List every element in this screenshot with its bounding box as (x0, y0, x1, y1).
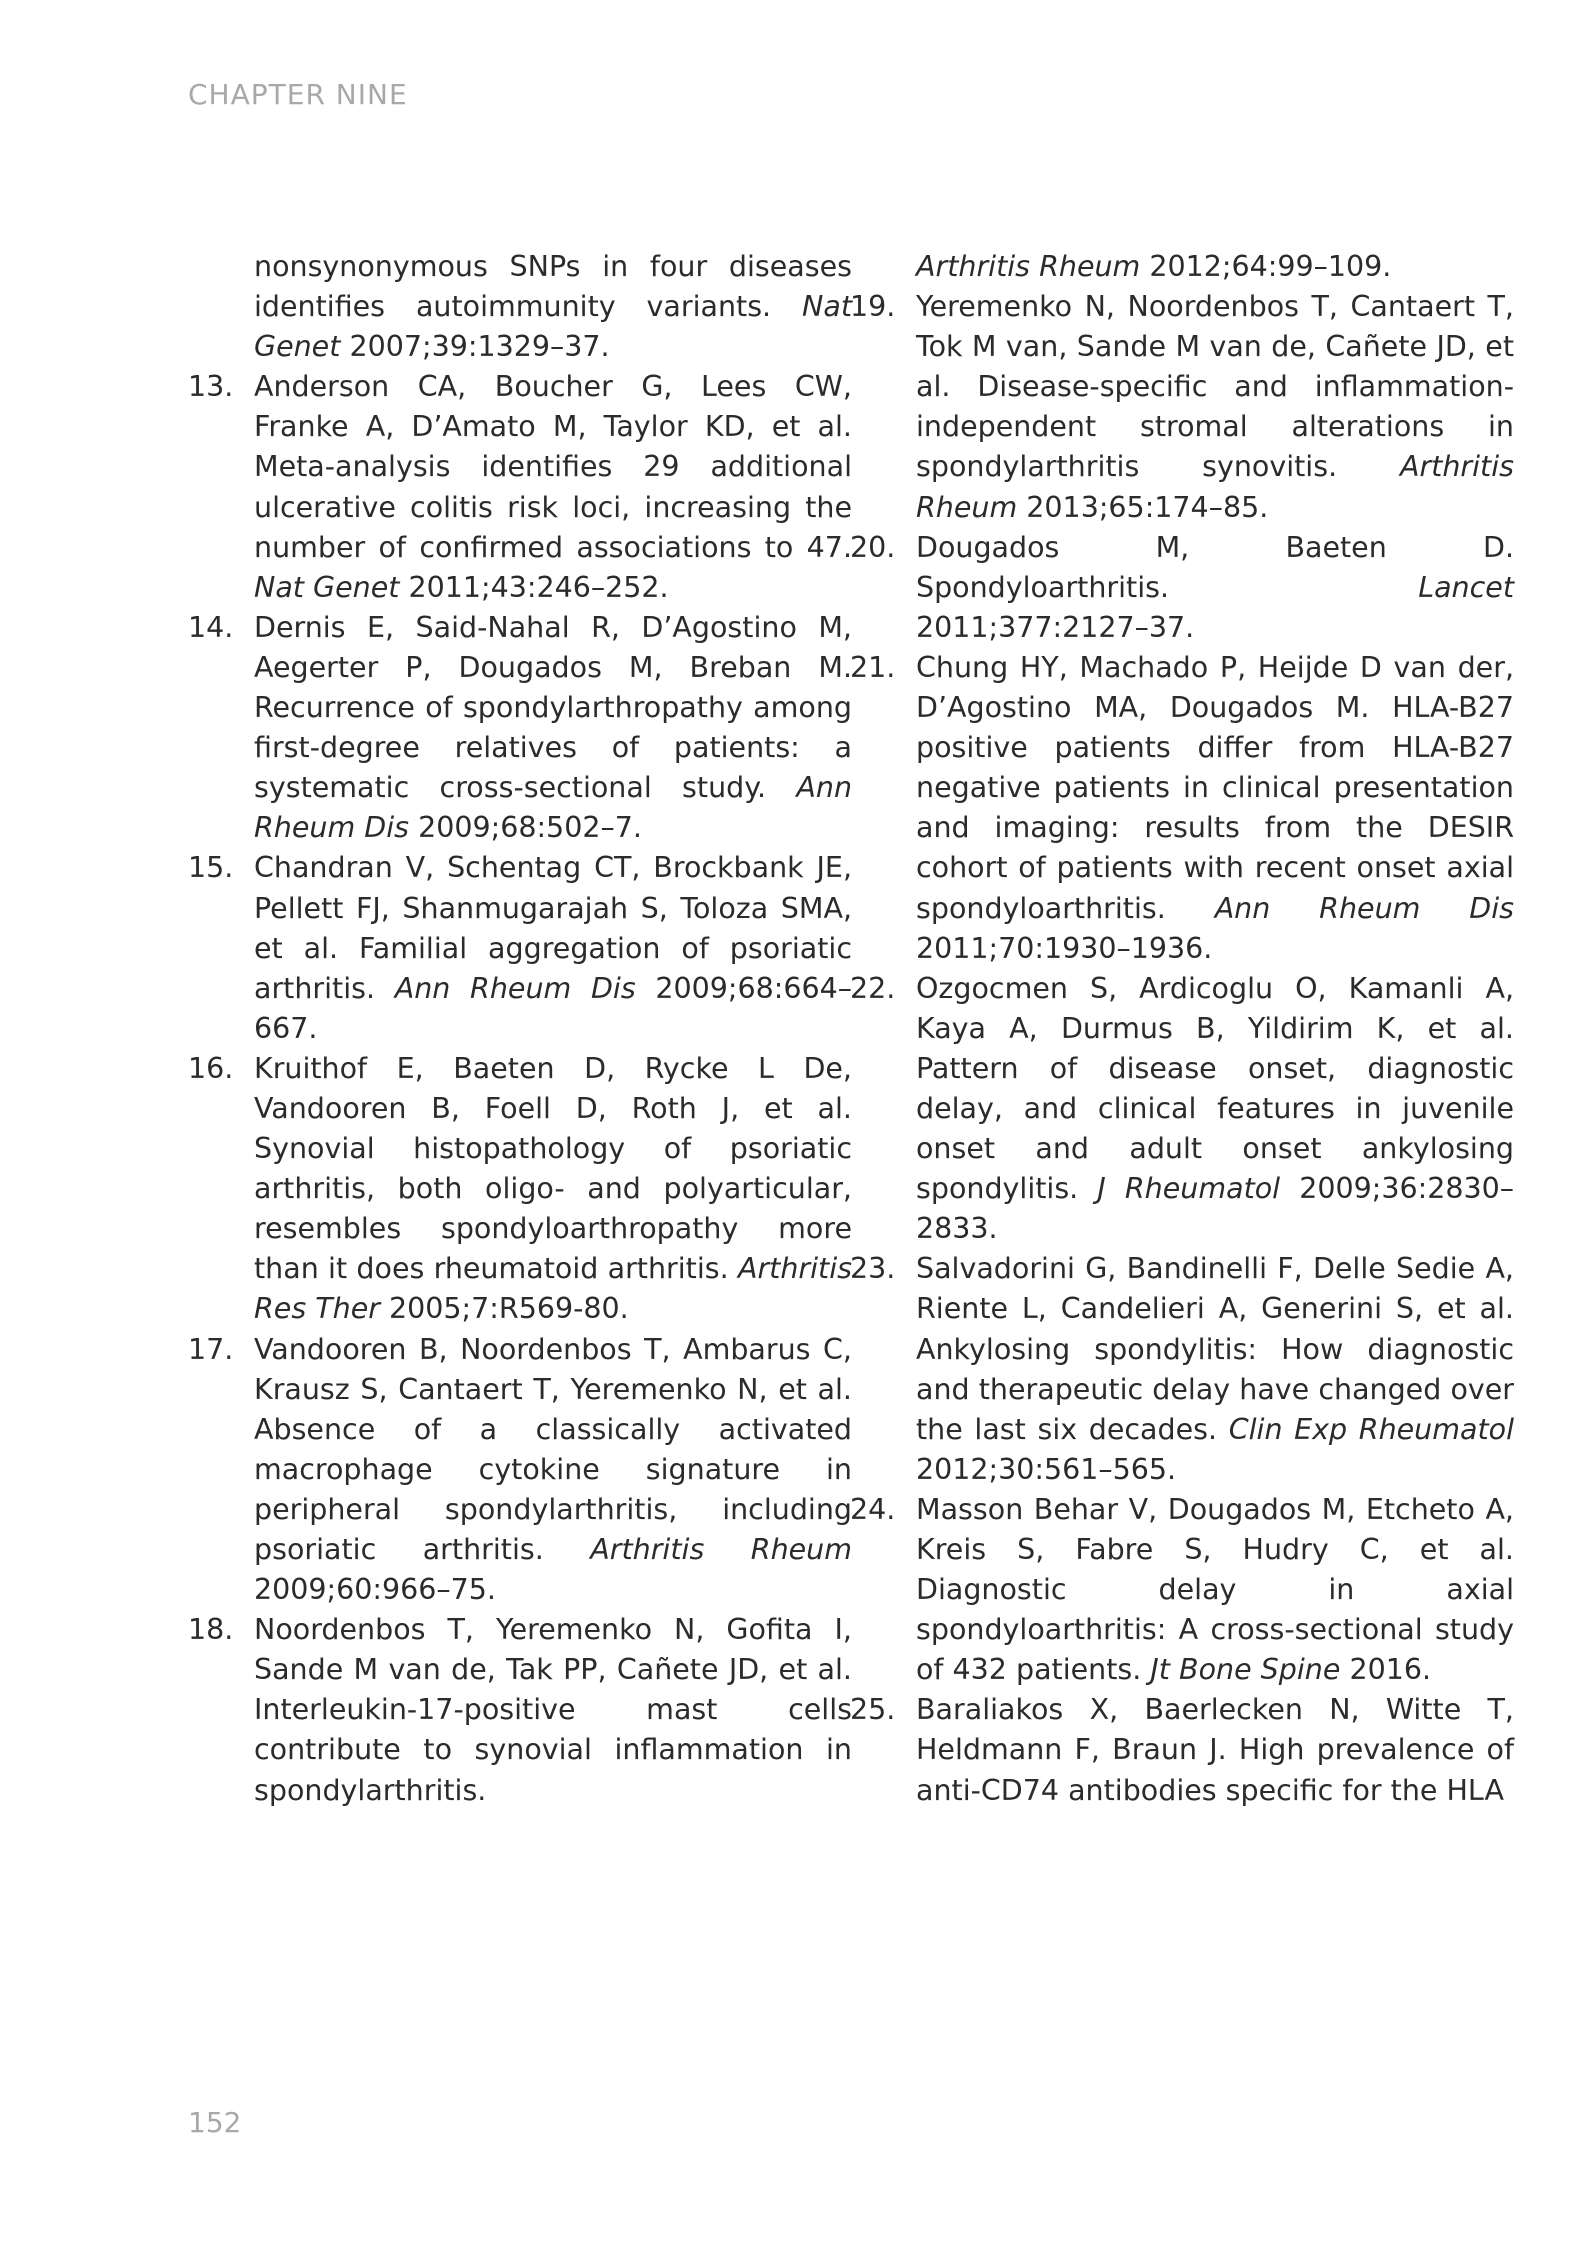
reference-title: Meta-analysis identifies 29 additional ulcerative colitis risk loci, increasing the number of confirmed associations to 47. (254, 450, 852, 564)
reference-title: Disease-specific and inflammation-independent stromal alterations in spondylarthritis synovitis. (916, 370, 1515, 484)
reference-title: Interleukin-17-positive mast cells contribute to synovial inflammation in spondylarthritis. (254, 1693, 852, 1807)
running-head: CHAPTER NINE (188, 78, 408, 111)
reference-title: Ankylosing spondylitis: How diagnostic and therapeutic delay have changed over the last six decades. (916, 1332, 1514, 1446)
reference-authors: Vandooren B, Noordenbos T, Ambarus C, Krausz S, Cantaert T, Yeremenko N, et al. (254, 1332, 852, 1406)
reference-authors: Dernis E, Said-Nahal R, D’Agostino M, Aegerter P, Dougados M, Breban M. (254, 610, 852, 684)
page-number: 152 (188, 2106, 242, 2139)
reference-citation: 2007;39:1329–37. (349, 330, 610, 364)
reference-authors: Baraliakos X, Baerlecken N, Witte T, Heldmann F, Braun J. (916, 1693, 1514, 1767)
reference-number: 14. (188, 610, 234, 644)
reference-citation: 2016. (1349, 1653, 1432, 1687)
reference-authors: Dougados M, Baeten D. (916, 530, 1514, 564)
reference-journal: J Rheumatol (1097, 1172, 1281, 1206)
reference-authors: Salvadorini G, Bandinelli F, Delle Sedie A, Riente L, Candelieri A, Generini S, et al. (916, 1252, 1514, 1326)
reference-title: nonsynonymous SNPs in four diseases identifies autoimmunity variants. (254, 250, 852, 324)
reference-item (850, 247, 1514, 287)
reference-item (850, 1690, 1514, 1810)
reference-number: 21. (850, 650, 896, 684)
reference-citation: 2009;60:966–75. (254, 1573, 496, 1607)
reference-title: Absence of a classically activated macrophage cytokine signature in peripheral spondylarthritis, including psoriatic arthritis. (254, 1412, 852, 1566)
reference-number: 22. (850, 971, 896, 1005)
reference-item (188, 608, 852, 849)
reference-item (850, 287, 1514, 528)
reference-journal: Arthritis Res Ther (254, 1252, 852, 1326)
reference-item (850, 1490, 1514, 1690)
reference-number: 15. (188, 851, 234, 885)
reference-column-right (850, 247, 1514, 1811)
reference-journal: Nat Genet (254, 570, 400, 604)
reference-title: Diagnostic delay in axial spondyloarthritis: A cross-sectional study of 432 patients. (916, 1573, 1514, 1687)
reference-title: Pattern of disease onset, diagnostic delay, and clinical features in juvenile onset and adult onset ankylosing spondylitis. (916, 1051, 1514, 1206)
reference-journal: Ann Rheum Dis (1214, 891, 1514, 925)
reference-title: Spondyloarthritis. (916, 570, 1170, 604)
reference-citation: 2013;65:174–85. (1026, 490, 1269, 524)
reference-journal: Lancet (1418, 570, 1514, 604)
reference-title: Familial aggregation of psoriatic arthritis. (254, 931, 853, 1005)
reference-journal: Ann Rheum Dis (254, 771, 853, 845)
reference-item (850, 648, 1514, 969)
reference-title: HLA-B27 positive patients differ from HLA-B27 negative patients in clinical presentation and imaging: results from the DESIR cohort of patients with recent onset axial spondyloarthritis. (916, 691, 1514, 925)
reference-authors: Ozgocmen S, Ardicoglu O, Kamanli A, Kaya A, Durmus B, Yildirim K, et al. (916, 971, 1514, 1045)
reference-number: 23. (850, 1252, 896, 1286)
reference-journal: Nat Genet (254, 290, 852, 364)
reference-citation: 2011;70:1930–1936. (916, 931, 1213, 965)
reference-journal: Arthritis Rheum (916, 250, 1141, 283)
reference-journal: Arthritis Rheum (590, 1533, 852, 1566)
reference-number: 25. (850, 1693, 896, 1727)
reference-citation: 2011;43:246–252. (408, 570, 669, 604)
reference-citation: 2012;30:561–565. (916, 1452, 1177, 1486)
reference-authors: Masson Behar V, Dougados M, Etcheto A, Kreis S, Fabre S, Hudry C, et al. (916, 1492, 1514, 1566)
reference-authors: Anderson CA, Boucher G, Lees CW, Franke A, D’Amato M, Taylor KD, et al. (254, 370, 852, 444)
reference-item (850, 1249, 1514, 1490)
reference-title: Recurrence of spondylarthropathy among first-degree relatives of patients: a systematic cross-sectional study. (254, 691, 852, 805)
reference-authors: Kruithof E, Baeten D, Rycke L De, Vandooren B, Foell D, Roth J, et al. (254, 1051, 852, 1125)
reference-number: 20. (850, 530, 896, 564)
reference-citation: 2005;7:R569-80. (389, 1292, 629, 1326)
reference-item (188, 1330, 852, 1611)
reference-item (850, 969, 1514, 1250)
reference-citation: 2009;68:664–667. (254, 971, 853, 1045)
reference-authors: Chung HY, Machado P, Heijde D van der, D’Agostino MA, Dougados M. (916, 650, 1514, 725)
reference-citation: 2012;64:99–109. (1149, 250, 1392, 283)
reference-authors: Yeremenko N, Noordenbos T, Cantaert T, Tok M van, Sande M van de, Cañete JD, et al. (916, 290, 1514, 404)
reference-item (188, 848, 852, 1048)
reference-citation: 2011;377:2127–37. (916, 610, 1195, 644)
reference-number: 16. (188, 1051, 234, 1085)
reference-item (188, 367, 852, 608)
reference-number: 24. (850, 1492, 896, 1526)
reference-journal: Arthritis Rheum (916, 450, 1514, 524)
reference-authors: Noordenbos T, Yeremenko N, Gofita I, Sande M van de, Tak PP, Cañete JD, et al. (254, 1613, 852, 1687)
reference-item (850, 528, 1514, 648)
reference-citation: 2009;36:2830–2833. (916, 1172, 1515, 1246)
reference-citation: 2009;68:502–7. (418, 811, 642, 845)
reference-number: 18. (188, 1613, 234, 1647)
reference-number: 19. (850, 290, 896, 324)
reference-number: 17. (188, 1332, 234, 1366)
reference-title: Synovial histopathology of psoriatic arthritis, both oligo- and polyarticular, resembles spondyloarthropathy more than it does rheumatoid arthritis. (254, 1132, 852, 1286)
reference-item (188, 1049, 852, 1330)
reference-journal: Ann Rheum Dis (394, 971, 636, 1005)
reference-number: 13. (188, 370, 234, 404)
reference-journal: Clin Exp Rheumatol (1228, 1412, 1515, 1446)
reference-item (188, 247, 852, 367)
reference-title: High prevalence of anti-CD74 antibodies specific for the HLA (916, 1733, 1515, 1807)
reference-journal: Jt Bone Spine (1150, 1653, 1341, 1687)
reference-authors: Chandran V, Schentag CT, Brockbank JE, Pellett FJ, Shanmugarajah S, Toloza SMA, et al. (254, 851, 852, 965)
reference-item (188, 1610, 852, 1810)
reference-column-left (188, 247, 852, 1811)
